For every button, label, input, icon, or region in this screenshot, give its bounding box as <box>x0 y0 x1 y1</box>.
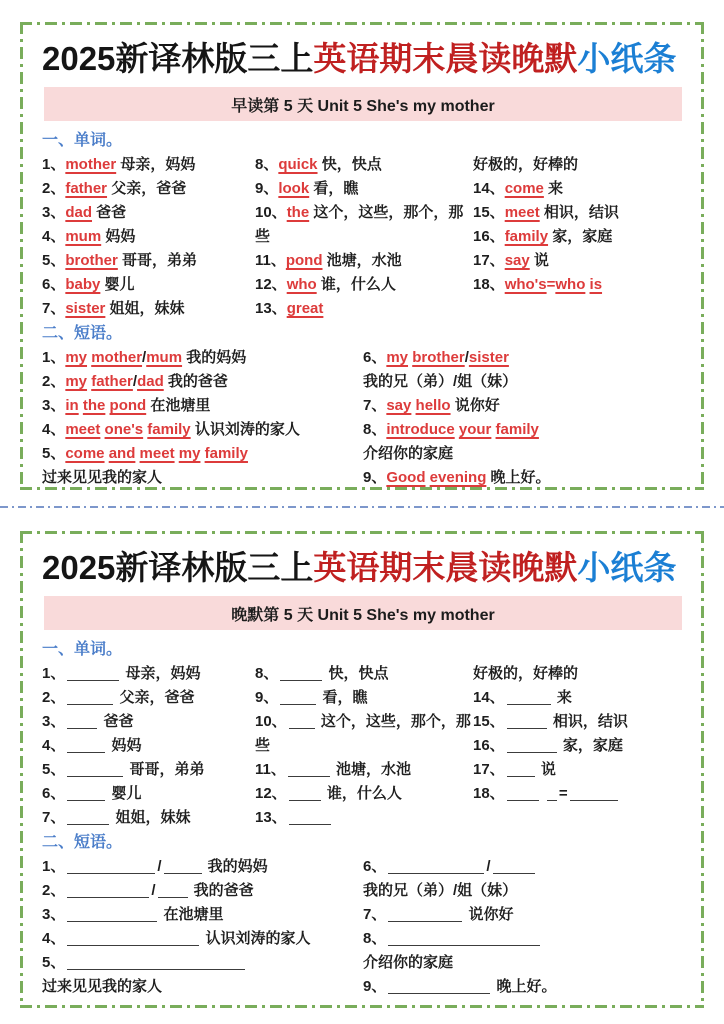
item-number: 7、 <box>363 906 387 923</box>
english-word: your <box>458 421 492 438</box>
list-item <box>473 201 684 225</box>
text: 爸爸 <box>92 204 127 221</box>
item-number: 2、 <box>42 689 66 706</box>
english-word: say <box>386 397 412 414</box>
section-heading: 二、短语。 <box>42 834 123 851</box>
list-item <box>42 758 255 782</box>
blank-line <box>289 811 331 825</box>
english-word: sister <box>65 300 106 317</box>
english-word: mother <box>65 156 117 173</box>
item-number: 7、 <box>42 300 66 317</box>
item-number: 3、 <box>42 906 66 923</box>
text: 看，瞧 <box>318 689 368 706</box>
list-item <box>473 686 684 710</box>
title-segment: 小纸条 <box>577 549 677 586</box>
item-number: 3、 <box>42 713 66 730</box>
item-number: 4、 <box>42 421 66 438</box>
english-word: and <box>108 445 136 462</box>
list-item <box>255 153 473 177</box>
item-number: 9、 <box>255 689 279 706</box>
item-number: 15、 <box>473 713 505 730</box>
item-number: 7、 <box>363 397 387 414</box>
list-item <box>42 951 363 999</box>
title-segment: 英语期末晨读晚默 <box>313 40 578 77</box>
blank-line <box>67 715 97 729</box>
english-word: who <box>555 276 586 293</box>
english-word: mother <box>91 349 143 366</box>
english-word: who <box>286 276 317 293</box>
blank-line <box>388 908 462 922</box>
text: 过来见见我的家人 <box>42 469 163 486</box>
text: 家，家庭 <box>558 737 623 754</box>
item-number: 15、 <box>473 204 505 221</box>
list-item <box>42 346 363 370</box>
blank-line <box>289 787 321 801</box>
text: 来 <box>552 689 572 706</box>
item-number: 10、 <box>255 713 287 730</box>
text: 我的妈妈 <box>203 858 268 875</box>
item-number: 4、 <box>42 228 66 245</box>
item-number: 16、 <box>473 737 505 754</box>
title-segment: 2025新译林版三上 <box>42 549 314 586</box>
list-item <box>255 297 473 321</box>
list-item <box>42 662 255 686</box>
list-item-continuation <box>473 153 684 177</box>
text: 快，快点 <box>317 156 382 173</box>
english-word: the <box>82 397 106 414</box>
english-word: quick <box>278 156 318 173</box>
item-number: 6、 <box>363 858 387 875</box>
list-item <box>363 903 684 927</box>
list-item <box>42 201 255 225</box>
text: 晚上好。 <box>486 469 551 486</box>
english-word: father <box>91 373 133 390</box>
english-word: baby <box>65 276 101 293</box>
english-word: family <box>147 421 191 438</box>
list-item <box>42 297 255 321</box>
blank-line <box>507 691 551 705</box>
text: 我的妈妈 <box>182 349 247 366</box>
text: 姐姐，妹妹 <box>105 300 185 317</box>
text: 相识，结识 <box>539 204 619 221</box>
english-word: meet <box>65 421 101 438</box>
title-segment: 英语期末晨读晚默 <box>313 549 578 586</box>
english-word: in <box>65 397 79 414</box>
list-item <box>42 273 255 297</box>
section-heading: 一、单词。 <box>42 132 123 149</box>
blank-line <box>67 884 149 898</box>
list-item <box>473 225 684 249</box>
text: 我的爸爸 <box>189 882 254 899</box>
blank-line <box>67 667 119 681</box>
text: 爸爸 <box>99 713 134 730</box>
page-title <box>42 38 684 80</box>
item-number: 17、 <box>473 252 505 269</box>
list-item <box>363 418 684 466</box>
column <box>42 153 255 321</box>
list-item <box>42 177 255 201</box>
item-number: 5、 <box>42 954 66 971</box>
section-heading: 二、短语。 <box>42 325 123 342</box>
blank-line <box>280 691 316 705</box>
text: 好极的，好棒的 <box>473 665 579 682</box>
list-item <box>473 273 684 297</box>
english-word: father <box>65 180 108 197</box>
english-word: pond <box>285 252 323 269</box>
text: 过来见见我的家人 <box>42 978 163 995</box>
item-number: 8、 <box>363 930 387 947</box>
cut-line-divider <box>0 506 724 508</box>
blank-line <box>507 787 539 801</box>
section-columns <box>42 153 684 321</box>
item-number: 1、 <box>42 665 66 682</box>
text: 说你好 <box>464 906 514 923</box>
text: 父亲，爸爸 <box>107 180 187 197</box>
item-number: 16、 <box>473 228 505 245</box>
sections <box>42 637 684 999</box>
item-number: 13、 <box>255 300 287 317</box>
text: 池塘，水池 <box>331 761 412 778</box>
list-item <box>42 249 255 273</box>
card-content <box>20 22 704 490</box>
blank-line <box>67 932 199 946</box>
card-content <box>20 531 704 999</box>
blank-line <box>67 908 157 922</box>
english-word: brother <box>412 349 465 366</box>
list-item <box>42 855 363 879</box>
text: 说你好 <box>450 397 500 414</box>
text: 看，瞧 <box>309 180 359 197</box>
item-number: 3、 <box>42 204 66 221</box>
column <box>255 662 473 830</box>
text: / <box>486 858 491 875</box>
list-item <box>255 758 473 782</box>
list-item <box>473 758 684 782</box>
text: 认识刘涛的家人 <box>201 930 311 947</box>
banner-title: 晚默第 5 天 Unit 5 She's my mother <box>44 596 682 630</box>
text: 妈妈 <box>101 228 136 245</box>
item-number: 9、 <box>255 180 279 197</box>
list-item <box>473 710 684 734</box>
text: 介绍你的家庭 <box>363 445 454 462</box>
blank-line <box>507 763 535 777</box>
text: / <box>132 373 138 390</box>
item-number: 3、 <box>42 397 66 414</box>
blank-line <box>67 763 123 777</box>
text: 在池塘里 <box>159 906 224 923</box>
english-word: meet <box>504 204 540 221</box>
text: 说 <box>536 761 556 778</box>
text: 家，家庭 <box>548 228 613 245</box>
blank-line <box>280 667 322 681</box>
item-number: 6、 <box>42 276 66 293</box>
list-item <box>42 394 363 418</box>
column <box>363 346 684 490</box>
item-number: 2、 <box>42 180 66 197</box>
english-word: come <box>504 180 544 197</box>
item-number: 12、 <box>255 276 287 293</box>
list-item <box>255 273 473 297</box>
text: 姐姐，妹妹 <box>111 809 191 826</box>
text: 哥哥，弟弟 <box>125 761 205 778</box>
english-word: great <box>286 300 324 317</box>
item-number: 1、 <box>42 156 66 173</box>
list-item <box>473 734 684 758</box>
item-number: 11、 <box>255 252 286 269</box>
text: 我的爸爸 <box>163 373 228 390</box>
blank-line <box>288 763 330 777</box>
list-item <box>473 249 684 273</box>
text: 我的兄（弟）/姐（妹） <box>363 882 518 899</box>
english-word: evening <box>429 469 487 486</box>
text: / <box>464 349 469 366</box>
sections <box>42 128 684 490</box>
english-word: dad <box>65 204 93 221</box>
item-number: 13、 <box>255 809 287 826</box>
item-number: 8、 <box>255 156 279 173</box>
item-number: 7、 <box>42 809 66 826</box>
text: 父亲，爸爸 <box>115 689 195 706</box>
list-item <box>255 782 473 806</box>
item-number: 2、 <box>42 373 66 390</box>
text: = <box>558 785 568 802</box>
column <box>255 153 473 321</box>
english-word: pond <box>109 397 147 414</box>
english-word: family <box>504 228 549 245</box>
list-item <box>363 346 684 394</box>
item-number: 9、 <box>363 469 387 486</box>
list-item <box>42 927 363 951</box>
item-number: 5、 <box>42 252 66 269</box>
item-number: 6、 <box>363 349 387 366</box>
list-item <box>42 442 363 490</box>
list-item <box>255 662 473 686</box>
red-text: = <box>546 276 556 293</box>
section-columns <box>42 662 684 830</box>
section-heading: 一、单词。 <box>42 641 123 658</box>
english-word: mum <box>65 228 102 245</box>
english-word: family <box>204 445 248 462</box>
item-number: 2、 <box>42 882 66 899</box>
blank-line <box>164 860 202 874</box>
list-item <box>473 177 684 201</box>
text: 池塘，水池 <box>322 252 402 269</box>
english-word: my <box>65 373 88 390</box>
list-item <box>255 710 473 758</box>
list-item <box>255 177 473 201</box>
text: 在池塘里 <box>146 397 211 414</box>
item-number: 11、 <box>255 761 286 778</box>
blank-line <box>67 811 109 825</box>
blank-line <box>289 715 315 729</box>
item-number: 5、 <box>42 445 66 462</box>
english-word: look <box>278 180 310 197</box>
blank-line <box>547 787 557 801</box>
text: 相识，结识 <box>548 713 628 730</box>
item-number: 14、 <box>473 689 505 706</box>
list-item <box>255 806 473 830</box>
english-word: is <box>589 276 603 293</box>
list-item <box>255 201 473 249</box>
english-word: my <box>178 445 201 462</box>
column <box>42 346 363 490</box>
item-number: 17、 <box>473 761 505 778</box>
list-item-continuation <box>473 662 684 686</box>
text: 认识刘涛的家人 <box>190 421 300 438</box>
list-item <box>255 686 473 710</box>
english-word: my <box>386 349 409 366</box>
text: 这个，这些，那个，那些 <box>255 713 471 754</box>
text: 好极的，好棒的 <box>473 156 579 173</box>
item-number: 10、 <box>255 204 287 221</box>
item-number: 5、 <box>42 761 66 778</box>
text: 谁，什么人 <box>316 276 396 293</box>
blank-line <box>507 715 547 729</box>
english-word: meet <box>139 445 175 462</box>
evening-dictation-card <box>20 531 704 1008</box>
text: 婴儿 <box>100 276 135 293</box>
english-word: mum <box>146 349 183 366</box>
morning-reading-card <box>20 22 704 490</box>
item-number: 1、 <box>42 858 66 875</box>
blank-line <box>507 739 557 753</box>
text <box>541 785 545 802</box>
blank-line <box>388 932 540 946</box>
list-item <box>363 927 684 975</box>
item-number: 1、 <box>42 349 66 366</box>
text: 哥哥，弟弟 <box>117 252 198 269</box>
page-title <box>42 547 684 589</box>
list-item <box>42 153 255 177</box>
item-number: 18、 <box>473 276 505 293</box>
text: 妈妈 <box>107 737 142 754</box>
list-item <box>42 782 255 806</box>
blank-line <box>67 691 113 705</box>
text: 晚上好。 <box>492 978 557 995</box>
text: 快，快点 <box>324 665 389 682</box>
text: 介绍你的家庭 <box>363 954 454 971</box>
item-number: 4、 <box>42 930 66 947</box>
column <box>42 855 363 999</box>
list-item <box>42 879 363 903</box>
section-columns <box>42 346 684 490</box>
english-word: one's <box>104 421 144 438</box>
text: 来 <box>543 180 564 197</box>
english-word: introduce <box>386 421 455 438</box>
english-word: family <box>495 421 539 438</box>
english-word: hello <box>415 397 451 414</box>
blank-line <box>67 860 155 874</box>
blank-line <box>388 860 484 874</box>
blank-line <box>67 787 105 801</box>
list-item <box>42 418 363 442</box>
blank-line <box>158 884 188 898</box>
column <box>473 153 684 297</box>
list-item <box>42 903 363 927</box>
blank-line <box>67 956 245 970</box>
column <box>473 662 684 806</box>
text: / <box>157 858 162 875</box>
list-item <box>473 782 684 806</box>
english-word: brother <box>65 252 118 269</box>
text: / <box>142 349 147 366</box>
list-item <box>363 466 684 490</box>
blank-line <box>570 787 618 801</box>
text: 婴儿 <box>107 785 142 802</box>
text: 母亲，妈妈 <box>121 665 201 682</box>
title-segment: 2025新译林版三上 <box>42 40 314 77</box>
english-word: Good <box>386 469 426 486</box>
item-number: 12、 <box>255 785 287 802</box>
text: 母亲，妈妈 <box>116 156 196 173</box>
english-word: say <box>504 252 530 269</box>
blank-line <box>388 980 490 994</box>
english-word: the <box>286 204 310 221</box>
blank-line <box>493 860 535 874</box>
list-item <box>42 710 255 734</box>
english-word: sister <box>468 349 509 366</box>
item-number: 8、 <box>363 421 387 438</box>
english-word: who's <box>504 276 547 293</box>
text: 谁，什么人 <box>322 785 402 802</box>
title-segment: 小纸条 <box>577 40 677 77</box>
text: 我的兄（弟）/姐（妹） <box>363 373 518 390</box>
banner-title: 早读第 5 天 Unit 5 She's my mother <box>44 87 682 121</box>
item-number: 9、 <box>363 978 387 995</box>
list-item <box>42 734 255 758</box>
list-item <box>42 370 363 394</box>
item-number: 14、 <box>473 180 505 197</box>
list-item <box>42 686 255 710</box>
list-item <box>42 806 255 830</box>
english-word: come <box>65 445 105 462</box>
item-number: 6、 <box>42 785 66 802</box>
section-columns <box>42 855 684 999</box>
english-word: my <box>65 349 88 366</box>
item-number: 8、 <box>255 665 279 682</box>
english-word: dad <box>137 373 164 390</box>
blank-line <box>67 739 105 753</box>
text: 这个，这些，那个，那些 <box>255 204 464 245</box>
text: / <box>151 882 156 899</box>
column <box>42 662 255 830</box>
list-item <box>363 975 684 999</box>
text: 说 <box>529 252 549 269</box>
list-item <box>363 394 684 418</box>
list-item <box>42 225 255 249</box>
list-item <box>255 249 473 273</box>
list-item <box>363 855 684 903</box>
item-number: 18、 <box>473 785 505 802</box>
column <box>363 855 684 999</box>
item-number: 4、 <box>42 737 66 754</box>
